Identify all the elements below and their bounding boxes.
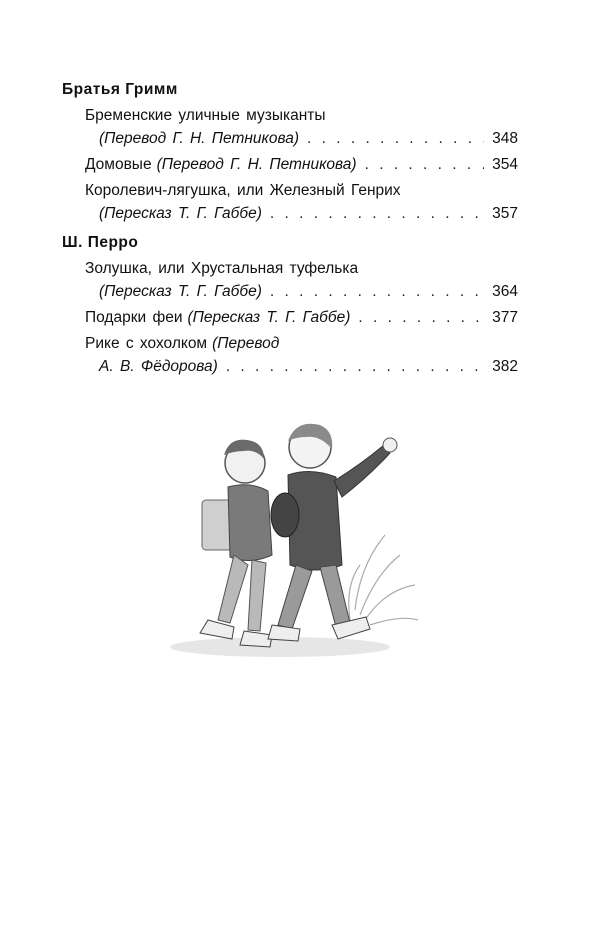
right-boy-figure xyxy=(268,424,397,641)
page-number: 377 xyxy=(492,309,518,326)
entry-title: Рике с хохолком xyxy=(85,335,208,352)
page-number: 354 xyxy=(492,156,518,173)
dot-leader xyxy=(270,202,484,225)
entry-title: Подарки феи xyxy=(85,309,183,326)
section-author-grimm: Братья Гримм xyxy=(62,81,178,98)
dot-leader xyxy=(226,355,484,378)
entry-note: (Перевод Г. Н. Петникова) xyxy=(156,156,357,173)
entry-title: Домовые xyxy=(85,156,152,173)
entry-note-line xyxy=(85,280,518,303)
table-of-contents xyxy=(62,76,518,381)
entry-title-line xyxy=(85,332,518,355)
page-number: 364 xyxy=(492,283,518,300)
toc-entry-fairy-gifts[interactable] xyxy=(85,306,518,329)
entry-title-line xyxy=(85,257,518,280)
entry-title: Золушка, или Хрустальная туфелька xyxy=(85,260,359,277)
grass-icon xyxy=(349,535,418,625)
entry-line xyxy=(85,306,518,329)
dot-leader xyxy=(307,127,484,150)
toc-entry-bremen[interactable] xyxy=(85,104,518,150)
entry-note: (Пересказ Т. Г. Габбе) xyxy=(187,309,351,326)
entry-note: (Пересказ Т. Г. Габбе) xyxy=(99,205,262,222)
entry-title-line xyxy=(85,104,518,127)
entry-note: А. В. Фёдорова) xyxy=(99,358,218,375)
left-boy-figure xyxy=(200,440,272,647)
toc-entry-riquet[interactable] xyxy=(85,332,518,378)
entry-note-line xyxy=(85,127,518,150)
dot-leader xyxy=(365,153,484,176)
entry-note: (Перевод xyxy=(212,335,280,352)
entry-title-line xyxy=(85,179,518,202)
entry-title: Бременские уличные музыканты xyxy=(85,107,326,124)
toc-entry-domovye[interactable] xyxy=(85,153,518,176)
entry-note: (Пересказ Т. Г. Габбе) xyxy=(99,283,262,300)
entry-note: (Перевод Г. Н. Петникова) xyxy=(99,130,300,147)
entry-note-line xyxy=(85,202,518,225)
toc-entry-cinderella[interactable] xyxy=(85,257,518,303)
entry-note-line xyxy=(85,355,518,378)
toc-entry-frog-prince[interactable] xyxy=(85,179,518,225)
page-number: 357 xyxy=(492,205,518,222)
entry-title: Королевич-лягушка, или Железный Генрих xyxy=(85,182,401,199)
two-boys-walking-illustration xyxy=(160,415,420,665)
entry-line xyxy=(85,153,518,176)
section-author-perrault: Ш. Перро xyxy=(62,234,139,251)
dot-leader xyxy=(358,306,484,329)
page-number: 348 xyxy=(492,130,518,147)
dot-leader xyxy=(270,280,484,303)
page-number: 382 xyxy=(492,358,518,375)
